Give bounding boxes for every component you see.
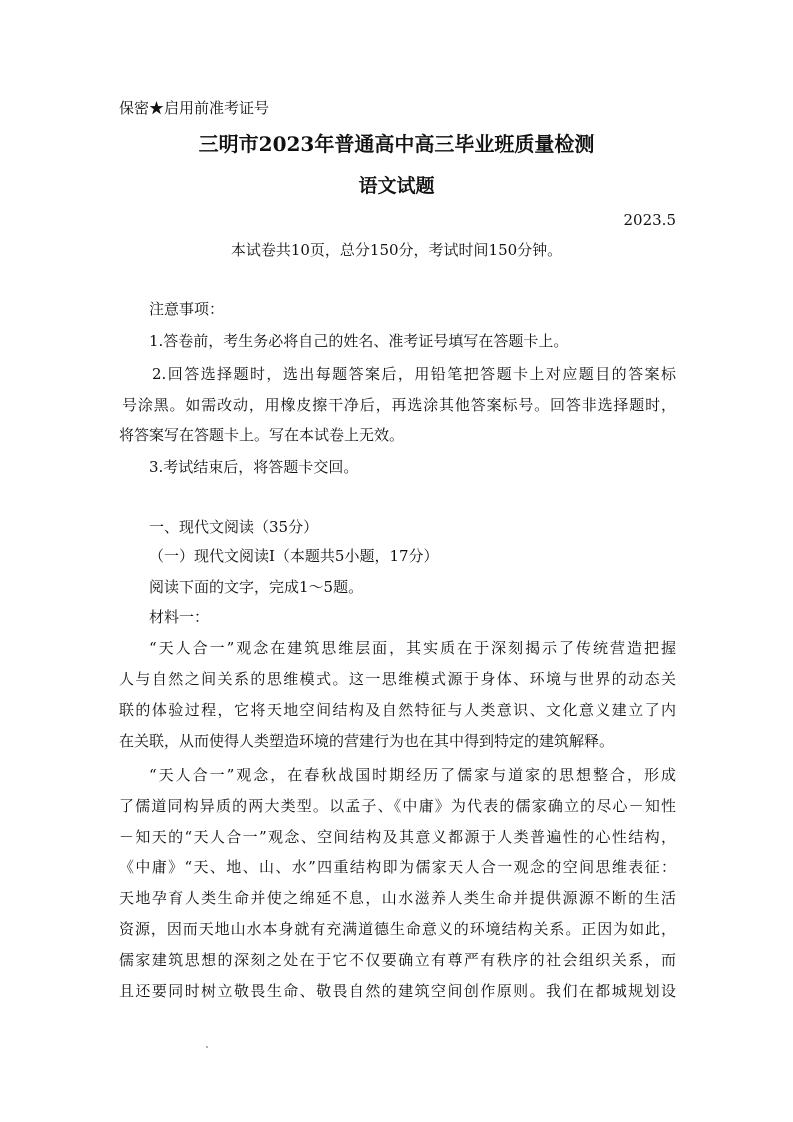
passage-line: －知天的“天人合一”观念、空间结构及其意义都源于人类普遍性的心性结构， xyxy=(119,828,676,846)
confidential-label: 保密★启用前准考证号 xyxy=(119,99,270,117)
notes-heading: 注意事项： xyxy=(149,300,225,318)
section-instruction: 阅读下面的文字，完成1～5题。 xyxy=(149,578,364,596)
section-subtitle: （一）现代文阅读I（本题共5小题，17分） xyxy=(149,547,439,565)
material-label: 材料一： xyxy=(149,608,210,626)
passage-line: 了儒道同构异质的两大类型。以孟子、《中庸》为代表的儒家确立的尽心－知性 xyxy=(119,797,676,815)
note-item-3: 3.考试结束后，将答题卡交回。 xyxy=(149,458,359,476)
note-item-2-line-2: 号涂黑。如需改动，用橡皮擦干净后，再选涂其他答案标号。回答非选择题时， xyxy=(122,396,676,414)
exam-date: 2023.5 xyxy=(623,211,676,229)
passage-line: 儒家建筑思想的深刻之处在于它不仅要确立有尊严有秩序的社会组织关系，而 xyxy=(119,951,676,969)
section-title: 一、现代文阅读（35分） xyxy=(149,518,319,536)
note-item-2-line-1: 2.回答选择题时，选出每题答案后，用铅笔把答题卡上对应题目的答案标 xyxy=(152,365,676,383)
page-speck xyxy=(206,1046,208,1048)
passage-line: 人与自然之间关系的思维模式。这一思维模式源于身体、环境与世界的动态关 xyxy=(119,670,676,688)
passage-line: 天地孕育人类生命并使之绵延不息，山水滋养人类生命并提供源源不断的生活 xyxy=(119,889,676,907)
note-item-2-line-3: 将答案写在答题卡上。写在本试卷上无效。 xyxy=(119,426,405,444)
exam-info: 本试卷共10页，总分150分，考试时间150分钟。 xyxy=(230,241,563,259)
passage-line: 资源，因而天地山水本身就有充满道德生命意义的环境结构关系。正因为如此， xyxy=(119,920,676,938)
passage-line: 联的体验过程，它将天地空间结构及自然特征与人类意识、文化意义建立了内 xyxy=(119,701,676,719)
passage-line: “天人合一”观念在建筑思维层面，其实质在于深刻揭示了传统营造把握 xyxy=(149,639,676,657)
passage-line: 在关联，从而使得人类塑造环境的营建行为也在其中得到特定的建筑解释。 xyxy=(119,732,615,750)
exam-title: 三明市2023年普通高中高三毕业班质量检测 xyxy=(198,132,595,156)
subject-title: 语文试题 xyxy=(358,175,435,197)
passage-line: 《中庸》“天、地、山、水”四重结构即为儒家天人合一观念的空间思维表征： xyxy=(119,858,676,876)
passage-line: 且还要同时树立敬畏生命、敬畏自然的建筑空间创作原则。我们在都城规划设 xyxy=(119,982,676,1000)
passage-line: “天人合一”观念，在春秋战国时期经历了儒家与道家的思想整合，形成 xyxy=(149,766,676,784)
note-item-1: 1.答卷前，考生务必将自己的姓名、准考证号填写在答题卡上。 xyxy=(149,332,569,350)
